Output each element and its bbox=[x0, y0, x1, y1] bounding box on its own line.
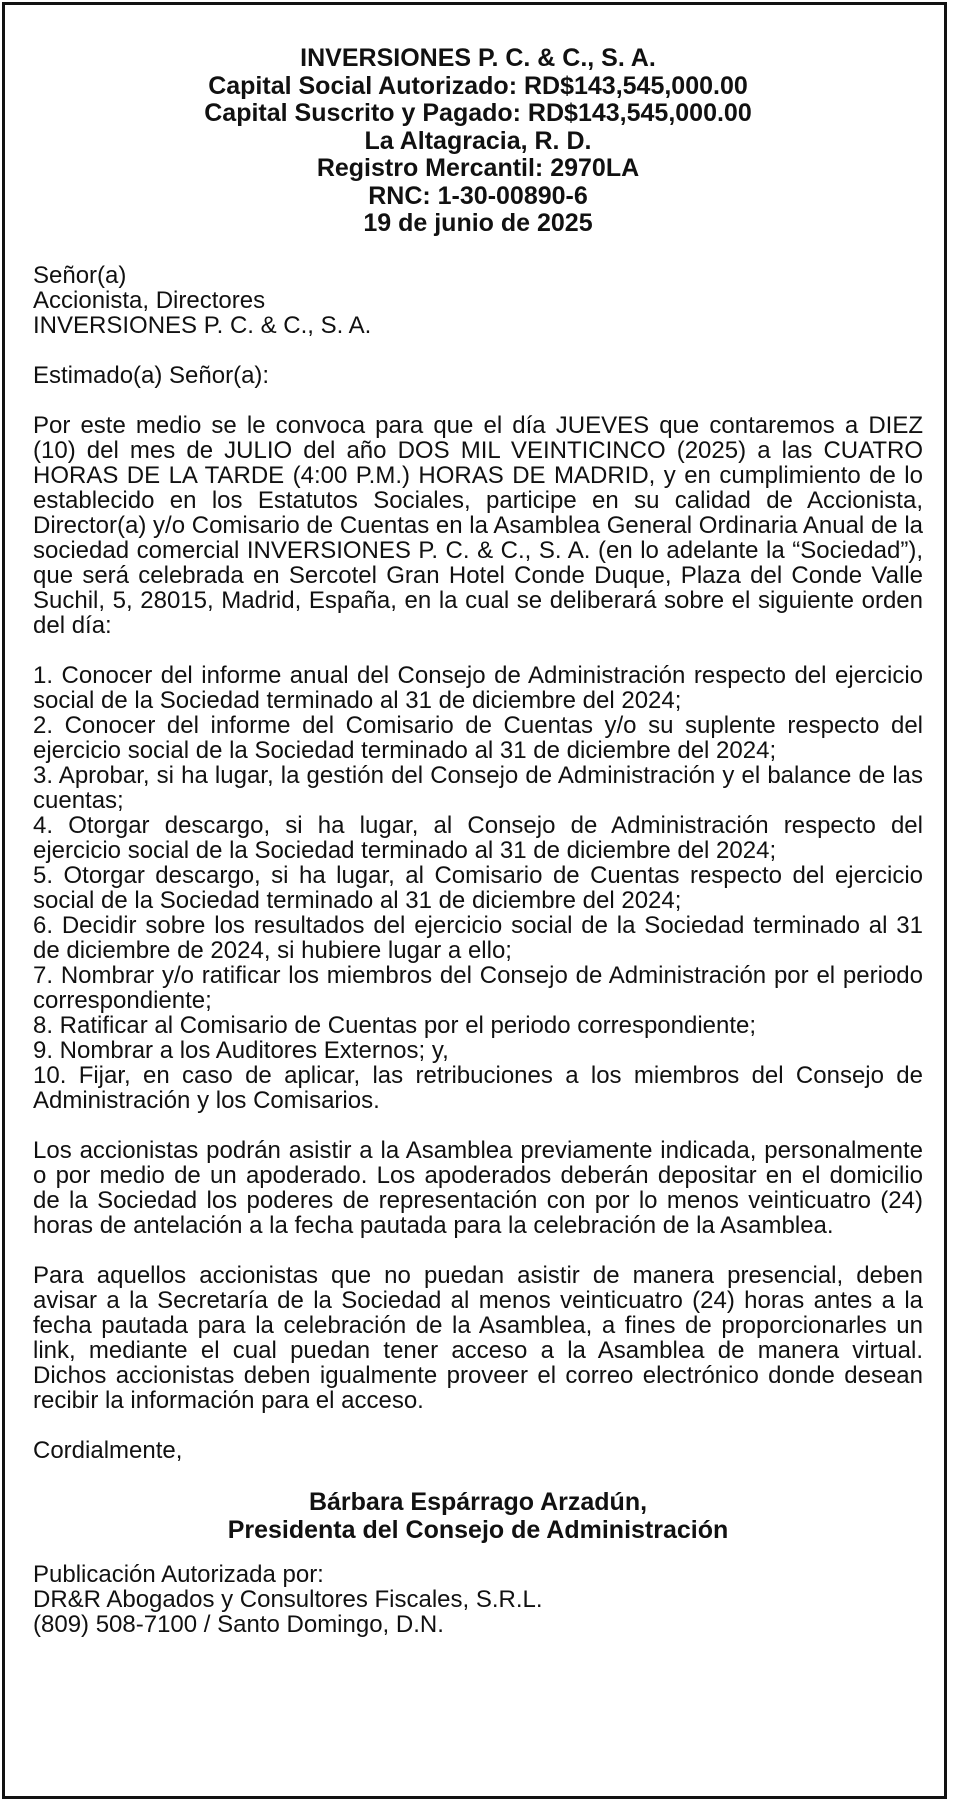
addressee-line: Señor(a) bbox=[33, 261, 127, 289]
footer-line: Publicación Autorizada por: bbox=[33, 1560, 324, 1588]
capital-autorizado: Capital Social Autorizado: RD$143,545,000.00 bbox=[208, 71, 748, 100]
rnc-number: RNC: 1-30-00890-6 bbox=[368, 181, 588, 210]
publication-footer bbox=[33, 1562, 923, 1637]
agenda-item: 2. Conocer del informe del Comisario de Cuentas y/o su suplente respecto del ejercicio social de la Sociedad terminado al 31 de diciembre del 2024; bbox=[33, 711, 923, 764]
addressee-line: INVERSIONES P. C. & C., S. A. bbox=[33, 311, 372, 339]
company-location: La Altagracia, R. D. bbox=[364, 126, 592, 155]
capital-suscrito: Capital Suscrito y Pagado: RD$143,545,000.00 bbox=[204, 99, 752, 127]
notice-date: 19 de junio de 2025 bbox=[363, 209, 593, 237]
footer-line: DR&R Abogados y Consultores Fiscales, S.R.L. bbox=[33, 1585, 543, 1613]
intro-paragraph: Por este medio se le convoca para que el día JUEVES que contaremos a DIEZ (10) del mes de JULIO del año DOS MIL VEINTICINCO (2025) a las CUATRO HORAS DE LA TARDE (4:00 P.M.) HORAS DE MADRID, y en cumplimiento de lo establecido en los Estatutos Sociales, participe en su calidad de Accionista, Director(a) y/o Comisario de Cuentas en la Asamblea General Ordinaria Anual de la sociedad comercial INVERSIONES P. C. & C., S. A. (en lo adelante la “Sociedad”), que será celebrada en Sercotel Gran Hotel Conde Duque, Plaza del Conde Valle Suchil, 5, 28015, Madrid, España, en la cual se deliberará sobre el siguiente orden del día: bbox=[33, 411, 923, 639]
virtual-attendance-paragraph: Para aquellos accionistas que no puedan asistir de manera presencial, deben avisar a la Secretaría de la Sociedad al menos veinticuatro (24) horas antes a la fecha pautada para la celebración de la Asamblea, a fines de proporcionarles un link, mediante el cual puedan tener acceso a la Asamblea de manera virtual. Dichos accionistas deben igualmente proveer el correo electrónico donde desean recibir la información para el acceso. bbox=[33, 1261, 923, 1414]
signatory-name: Bárbara Espárrago Arzadún, bbox=[308, 1487, 648, 1516]
registro-mercantil: Registro Mercantil: 2970LA bbox=[316, 154, 640, 182]
salutation: Estimado(a) Señor(a): bbox=[33, 361, 270, 389]
agenda-item: 4. Otorgar descargo, si ha lugar, al Consejo de Administración respecto del ejercicio social de la Sociedad terminado al 31 de diciembre del 2024; bbox=[33, 811, 923, 864]
notice-header bbox=[33, 45, 923, 238]
agenda-item: 3. Aprobar, si ha lugar, la gestión del Consejo de Administración y el balance de las cuentas; bbox=[33, 761, 923, 814]
agenda-item: 7. Nombrar y/o ratificar los miembros del Consejo de Administración por el periodo correspondiente; bbox=[33, 961, 923, 1014]
agenda-item: 9. Nombrar a los Auditores Externos; y, bbox=[33, 1036, 449, 1064]
agenda-item: 10. Fijar, en caso de aplicar, las retribuciones a los miembros del Consejo de Administración y los Comisarios. bbox=[33, 1061, 923, 1114]
footer-line: (809) 508-7100 / Santo Domingo, D.N. bbox=[33, 1610, 444, 1638]
signature-block bbox=[33, 1488, 923, 1544]
company-name: INVERSIONES P. C. & C., S. A. bbox=[300, 44, 656, 72]
agenda-item: 1. Conocer del informe anual del Consejo de Administración respecto del ejercicio social de la Sociedad terminado al 31 de diciembre del 2024; bbox=[33, 661, 923, 714]
closing: Cordialmente, bbox=[33, 1436, 183, 1464]
signatory-title: Presidenta del Consejo de Administración bbox=[227, 1515, 729, 1544]
notice-frame bbox=[2, 2, 947, 1799]
apoderados-paragraph: Los accionistas podrán asistir a la Asamblea previamente indicada, personalmente o por medio de un apoderado. Los apoderados deberán depositar en el domicilio de la Sociedad los poderes de representación con por lo menos veinticuatro (24) horas de antelación a la fecha pautada para la celebración de la Asamblea. bbox=[33, 1136, 923, 1239]
agenda-item: 6. Decidir sobre los resultados del ejercicio social de la Sociedad terminado al 31 de diciembre de 2024, si hubiere lugar a ello; bbox=[33, 911, 923, 964]
addressee-block bbox=[33, 263, 923, 338]
notice-content bbox=[33, 45, 923, 1637]
agenda-item: 5. Otorgar descargo, si ha lugar, al Comisario de Cuentas respecto del ejercicio social de la Sociedad terminado al 31 de diciembre del 2024; bbox=[33, 861, 923, 914]
agenda-item: 8. Ratificar al Comisario de Cuentas por el periodo correspondiente; bbox=[33, 1011, 757, 1039]
agenda-list bbox=[33, 663, 923, 1113]
addressee-line: Accionista, Directores bbox=[33, 286, 266, 314]
